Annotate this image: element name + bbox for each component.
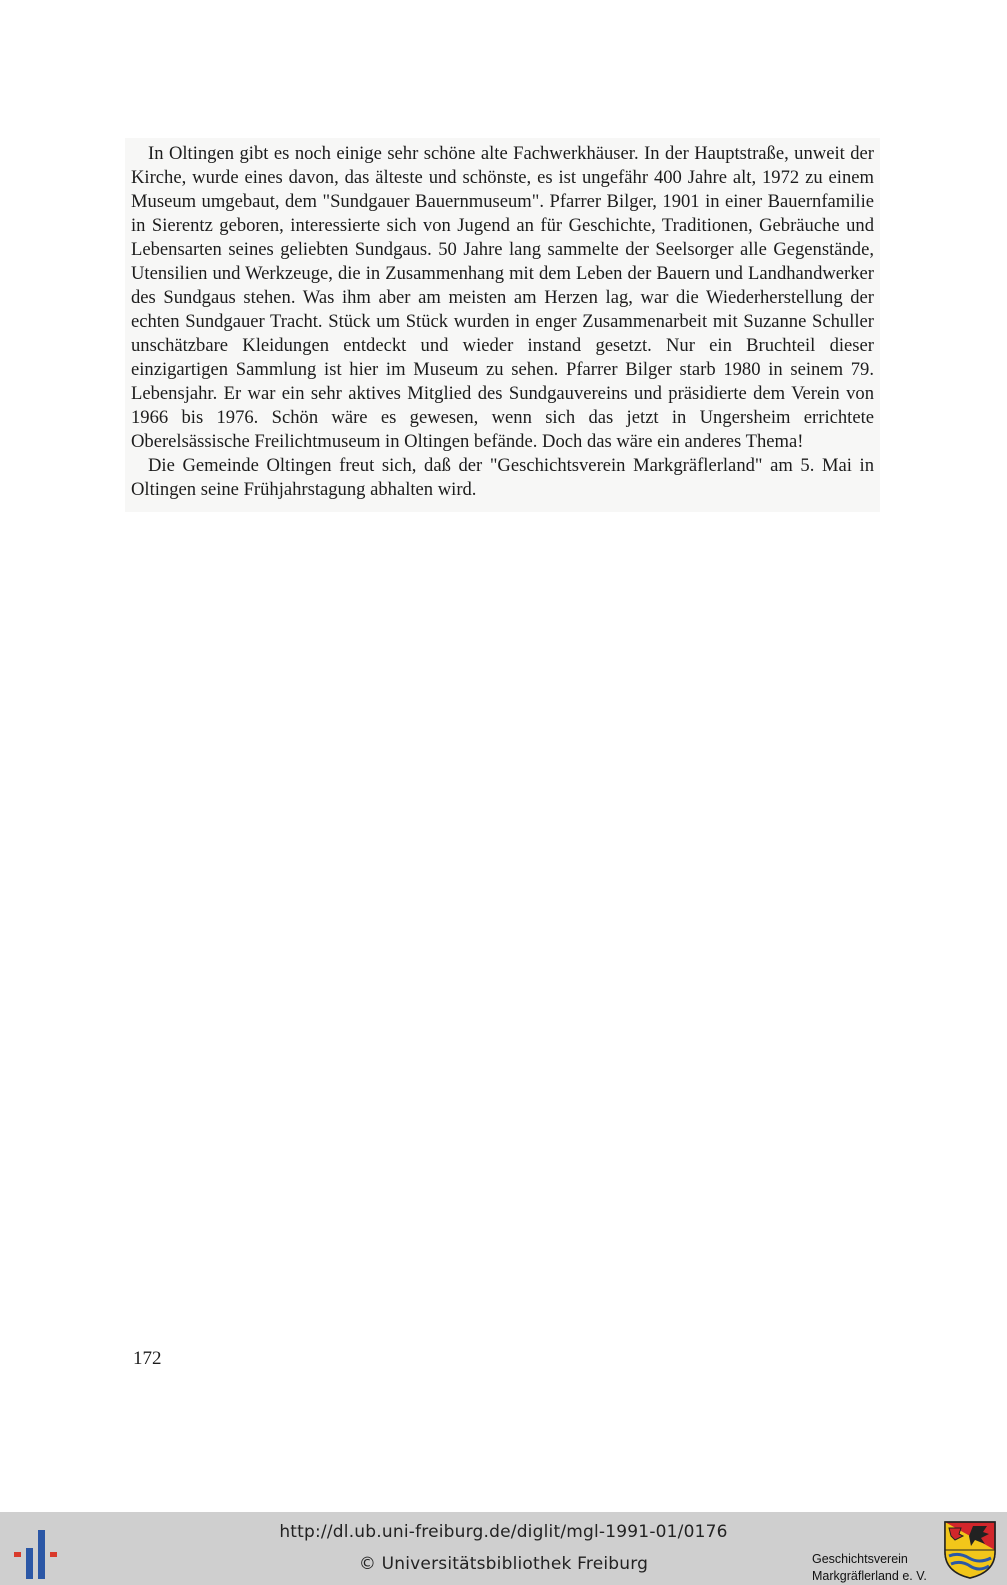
body-text xyxy=(125,138,880,512)
page-number: 172 xyxy=(133,1348,162,1369)
coat-of-arms-icon xyxy=(943,1520,997,1580)
paragraph: In Oltingen gibt es noch einige sehr schöne alte Fachwerkhäuser. In der Hauptstraße, unweit der Kirche, wurde eines davon, das älteste und schönste, es ist ungefähr 400 Jahre alt, 1972 zu einem Museum umgebaut, dem "Sundgauer Bauernmuseum". Pfarrer Bilger, 1901 in einer Bauernfamilie in Sierentz geboren, interessierte sich von Jugend an für Geschichte, Traditionen, Gebräuche und Lebensarten seines geliebten Sundgaus. 50 Jahre lang sammelte der Seelsorger alle Gegenstände, Utensilien und Werkzeuge, die in Zusammenhang mit dem Leben der Bauern und Landhandwerker des Sundgaus stehen. Was ihm aber am meisten am Herzen lag, war die Wiederherstellung der echten Sundgauer Tracht. Stück um Stück wurden in enger Zusammenarbeit mit Suzanne Schuller unschätzbare Kleidungen entdeckt und wieder instand gesetzt. Nur ein Bruchteil dieser einzigartigen Sammlung ist hier im Museum zu sehen. Pfarrer Bilger starb 1980 in seinem 79. Lebensjahr. Er war ein sehr aktives Mitglied des Sundgauvereins und präsidierte dem Verein von 1966 bis 1976. Schön wäre es gewesen, wenn sich das jetzt in Ungersheim errichtete Oberelsässische Freilichtmuseum in Oltingen befände. Doch das wäre ein anderes Thema! xyxy=(131,143,874,452)
permalink-url[interactable]: http://dl.ub.uni-freiburg.de/diglit/mgl-1991-01/0176 xyxy=(279,1522,728,1542)
viewer-footer xyxy=(0,1512,1007,1585)
paragraph: Die Gemeinde Oltingen freut sich, daß der "Geschichtsverein Markgräflerland" am 5. Mai in Oltingen seine Frühjahrstagung abhalten wird. xyxy=(131,455,874,500)
society-name-line1: Geschichtsverein xyxy=(812,1552,908,1566)
society-name xyxy=(812,1551,927,1585)
copyright-text: © Universitätsbibliothek Freiburg xyxy=(358,1554,649,1574)
society-name-line2: Markgräflerland e. V. xyxy=(812,1569,927,1583)
